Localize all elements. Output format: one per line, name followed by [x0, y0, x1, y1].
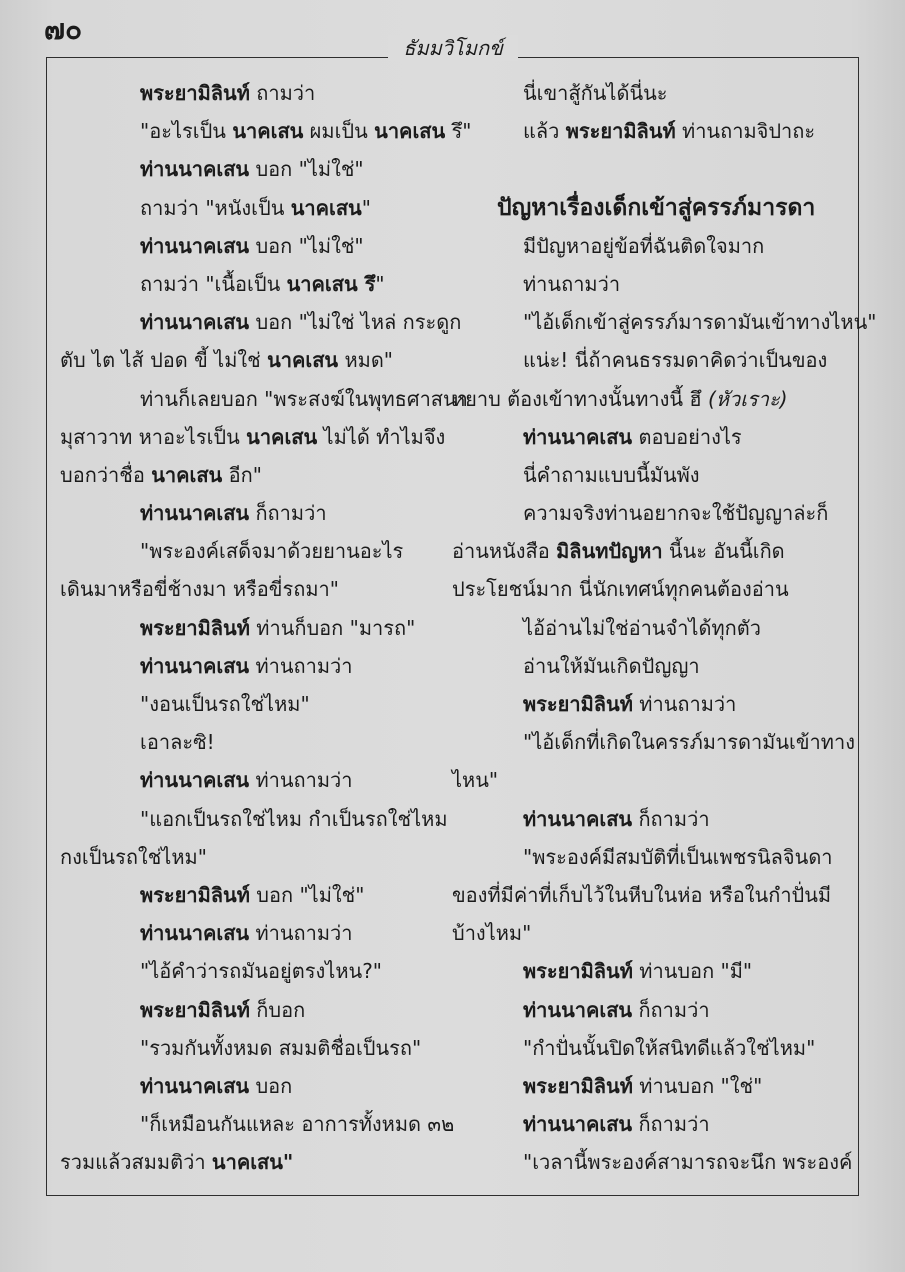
text-segment: ท่านถามว่า [523, 271, 621, 296]
text-segment: แน่ะ! นี่ถ้าคนธรรมดาคิดว่าเป็นของ [523, 348, 828, 373]
text-segment: ก็ถามว่า [632, 997, 710, 1022]
text-line [452, 341, 832, 379]
text-segment: บอก "ไม่ใช่" [249, 233, 364, 258]
text-line [60, 494, 442, 532]
text-segment: " [375, 271, 385, 296]
text-line [452, 952, 832, 990]
text-line [452, 494, 832, 532]
bold-name: พระยามิลินท์ [140, 882, 250, 907]
text-segment: หยาบ ต้องเข้าทางนั้นทางนี้ ฮึ [452, 386, 708, 411]
text-segment: รวมแล้วสมมติว่า [60, 1150, 212, 1175]
bold-name: ท่านนาคเสน [140, 233, 250, 258]
text-segment: "พระองค์เสด็จมาด้วยยานอะไร [140, 539, 404, 564]
text-line [452, 838, 832, 876]
text-segment: "รวมกันทั้งหมด สมมติชื่อเป็นรถ" [140, 1035, 422, 1060]
bold-name: ท่านนาคเสน [523, 1112, 633, 1137]
bold-name: ท่านนาคเสน [140, 921, 250, 946]
text-segment: "กำปั่นนั้นปิดให้สนิทดีแล้วใช่ไหม" [523, 1035, 816, 1060]
text-segment: บอก [249, 1073, 293, 1098]
text-segment: รึ" [445, 119, 472, 144]
text-line [60, 647, 442, 685]
text-segment: ไหน" [452, 768, 499, 793]
text-segment: ไอ้อ่านไม่ใช่อ่านจำได้ทุกตัว [523, 615, 761, 640]
text-line [60, 685, 442, 723]
text-segment: นี่เขาสู้กันได้นี่นะ [523, 81, 668, 105]
text-segment: นี่คำถามแบบนี้มันพัง [523, 462, 700, 487]
text-segment: มีปัญหาอยู่ข้อที่ฉันติดใจมาก [523, 233, 765, 258]
bold-name: พระยามิลินท์ [140, 997, 250, 1022]
text-line [60, 991, 442, 1029]
text-segment: นี้นะ อันนี้เกิด [662, 539, 785, 564]
text-line [452, 647, 832, 685]
text-line [60, 150, 442, 188]
text-segment: บ้างไหม" [452, 921, 532, 946]
right-column [452, 74, 877, 1184]
text-segment: บอก "ไม่ใช่ ไหล่ กระดูก [249, 310, 462, 335]
text-segment: เดินมาหรือขี่ช้างมา หรือขี่รถมา" [60, 577, 339, 602]
text-segment: "เวลานี้พระองค์สามารถจะนึก พระองค์ [523, 1150, 853, 1175]
text-line [452, 570, 832, 608]
text-line [60, 952, 442, 990]
text-line [60, 570, 442, 608]
text-segment: ท่านก็เลยบอก "พระสงฆ์ในพุทธศาสนา [140, 386, 468, 411]
text-line [452, 456, 832, 494]
bold-name: นาคเสน" [211, 1150, 294, 1175]
text-segment: อ่านให้มันเกิดปัญญา [523, 653, 700, 678]
text-line [60, 914, 442, 952]
bold-name: พระยามิลินท์ [523, 959, 633, 984]
text-line [60, 341, 442, 379]
text-segment: ตอบอย่างไร [632, 424, 742, 449]
bold-name: ท่านนาคเสน [523, 806, 633, 831]
text-line [452, 685, 832, 723]
text-segment: "แอกเป็นรถใช่ไหม กำเป็นรถใช่ไหม [140, 806, 448, 831]
text-segment: ท่านก็บอก "มารถ" [249, 615, 416, 640]
text-line [60, 761, 442, 799]
text-segment: ผมเป็น [303, 119, 375, 144]
text-line [60, 380, 468, 418]
text-segment: ตับ ไต ไส้ ปอด ขี้ ไม่ใช่ [60, 348, 268, 373]
bold-name: นาคเสน [232, 119, 304, 144]
text-segment: "ไอ้เด็กเข้าสู่ครรภ์มารดามันเข้าทางไหน" [523, 310, 877, 335]
text-segment: ประโยชน์มาก นี่นักเทศน์ทุกคนต้องอ่าน [452, 577, 789, 602]
bold-name: พระยามิลินท์ [140, 615, 250, 640]
text-segment: ก็ถามว่า [249, 501, 327, 526]
text-line [60, 800, 448, 838]
text-line [452, 1143, 853, 1181]
text-line [60, 876, 442, 914]
text-segment: ก็บอก [249, 997, 306, 1022]
text-segment: "ไอ้เด็กที่เกิดในครรภ์มารดามันเข้าทาง [523, 730, 855, 755]
bold-name: ท่านนาคเสน [140, 653, 250, 678]
text-segment: ท่านถามว่า [249, 768, 353, 793]
text-line [452, 418, 832, 456]
text-line [452, 991, 832, 1029]
running-header: ธัมมวิโมกข์ [388, 35, 518, 61]
text-line [60, 723, 442, 761]
text-segment: "ก็เหมือนกันแหละ อาการทั้งหมด ๓๒ [140, 1112, 455, 1137]
text-segment: ท่านถามว่า [249, 921, 353, 946]
text-segment: ก็ถามว่า [632, 806, 710, 831]
bold-name: ท่านนาคเสน [140, 1073, 250, 1098]
text-segment: " [361, 195, 371, 220]
bold-name: ท่านนาคเสน [140, 501, 250, 526]
bold-name: ท่านนาคเสน [140, 768, 250, 793]
bold-name: ท่านนาคเสน [523, 424, 633, 449]
text-segment: "อะไรเป็น [140, 119, 233, 144]
text-segment: อีก" [222, 462, 262, 487]
text-line [60, 418, 446, 456]
bold-name: นาคเสน [246, 424, 318, 449]
text-segment: ถามว่า "เนื้อเป็น [140, 271, 287, 296]
text-line [452, 1067, 832, 1105]
text-line [452, 800, 832, 838]
text-line [452, 74, 832, 112]
bold-name: นาคเสน [151, 462, 223, 487]
text-segment: ถามว่า [249, 81, 316, 105]
text-segment: กงเป็นรถใช่ไหม" [60, 844, 207, 869]
text-line [60, 189, 442, 227]
text-segment: มุสาวาท หาอะไรเป็น [60, 424, 247, 449]
text-segment: อ่านหนังสือ [452, 539, 557, 564]
bold-name: ท่านนาคเสน [140, 157, 250, 182]
text-line [60, 838, 442, 876]
text-segment: ก็ถามว่า [632, 1112, 710, 1137]
text-line [452, 1105, 832, 1143]
text-segment: "พระองค์มีสมบัติที่เป็นเพชรนิลจินดา [523, 844, 833, 869]
text-segment: บอกว่าชื่อ [60, 462, 152, 487]
text-line [60, 532, 442, 570]
text-segment: ความจริงท่านอยากจะใช้ปัญญาล่ะก็ [523, 501, 829, 526]
text-segment: ท่านถามว่า [249, 653, 353, 678]
text-line [60, 1105, 455, 1143]
text-line [452, 265, 832, 303]
bold-name: นาคเสน รึ [286, 271, 376, 296]
text-line [452, 227, 832, 265]
text-line [452, 761, 832, 799]
text-segment: "งอนเป็นรถใช่ไหม" [140, 692, 310, 716]
text-line [60, 456, 442, 494]
text-segment: ท่านบอก "ใช่" [632, 1073, 763, 1098]
text-line [60, 1143, 442, 1181]
text-line [60, 1067, 442, 1105]
text-line [452, 914, 832, 952]
text-segment: บอก "ไม่ใช่" [249, 157, 364, 182]
text-line [60, 74, 442, 112]
text-segment: ท่านถามว่า [632, 692, 737, 716]
bold-name: นาคเสน [374, 119, 446, 144]
text-line [452, 1029, 832, 1067]
bold-name: พระยามิลินท์ [140, 81, 250, 105]
text-line [452, 876, 832, 914]
bold-name: พระยามิลินท์ [565, 119, 676, 144]
text-segment: เอาละซิ! [140, 730, 215, 755]
text-line [60, 609, 442, 647]
text-segment: หมด" [338, 348, 394, 373]
text-segment: บอก "ไม่ใช่" [249, 882, 365, 907]
text-segment: "ไอ้คำว่ารถมันอยู่ตรงไหน?" [140, 959, 383, 984]
text-segment: ท่านบอก "มี" [632, 959, 753, 984]
stage-direction: (หัวเราะ) [708, 386, 788, 411]
text-line [60, 227, 442, 265]
blank-line [452, 150, 832, 188]
text-line [452, 609, 832, 647]
text-segment: ท่านถามจิปาถะ [675, 119, 816, 144]
text-line [60, 1029, 442, 1067]
left-column [60, 74, 472, 1184]
text-line [452, 303, 877, 341]
text-segment: แล้ว [523, 119, 566, 144]
text-segment: ถามว่า "หนังเป็น [140, 195, 291, 220]
bold-name: ท่านนาคเสน [523, 997, 633, 1022]
book-title: มิลินทปัญหา [556, 539, 663, 564]
bold-name: นาคเสน [290, 195, 362, 220]
text-line [60, 265, 442, 303]
text-line [452, 723, 855, 761]
bold-name: พระยามิลินท์ [523, 1073, 633, 1098]
text-line [452, 380, 832, 418]
bold-name: นาคเสน [267, 348, 339, 373]
text-line [60, 303, 462, 341]
bold-name: พระยามิลินท์ [523, 692, 633, 716]
page-number: ๗๐ [44, 13, 83, 46]
bold-name: ท่านนาคเสน [140, 310, 250, 335]
text-line [452, 532, 832, 570]
text-line [60, 112, 472, 150]
text-segment: ไม่ได้ ทำไมจึง [317, 424, 446, 449]
section-heading: ปัญหาเรื่องเด็กเข้าสู่ครรภ์มารดา [497, 194, 816, 221]
text-segment: ของที่มีค่าที่เก็บไว้ในหีบในห่อ หรือในกำปั่นมี [452, 882, 832, 907]
text-line [452, 112, 832, 150]
